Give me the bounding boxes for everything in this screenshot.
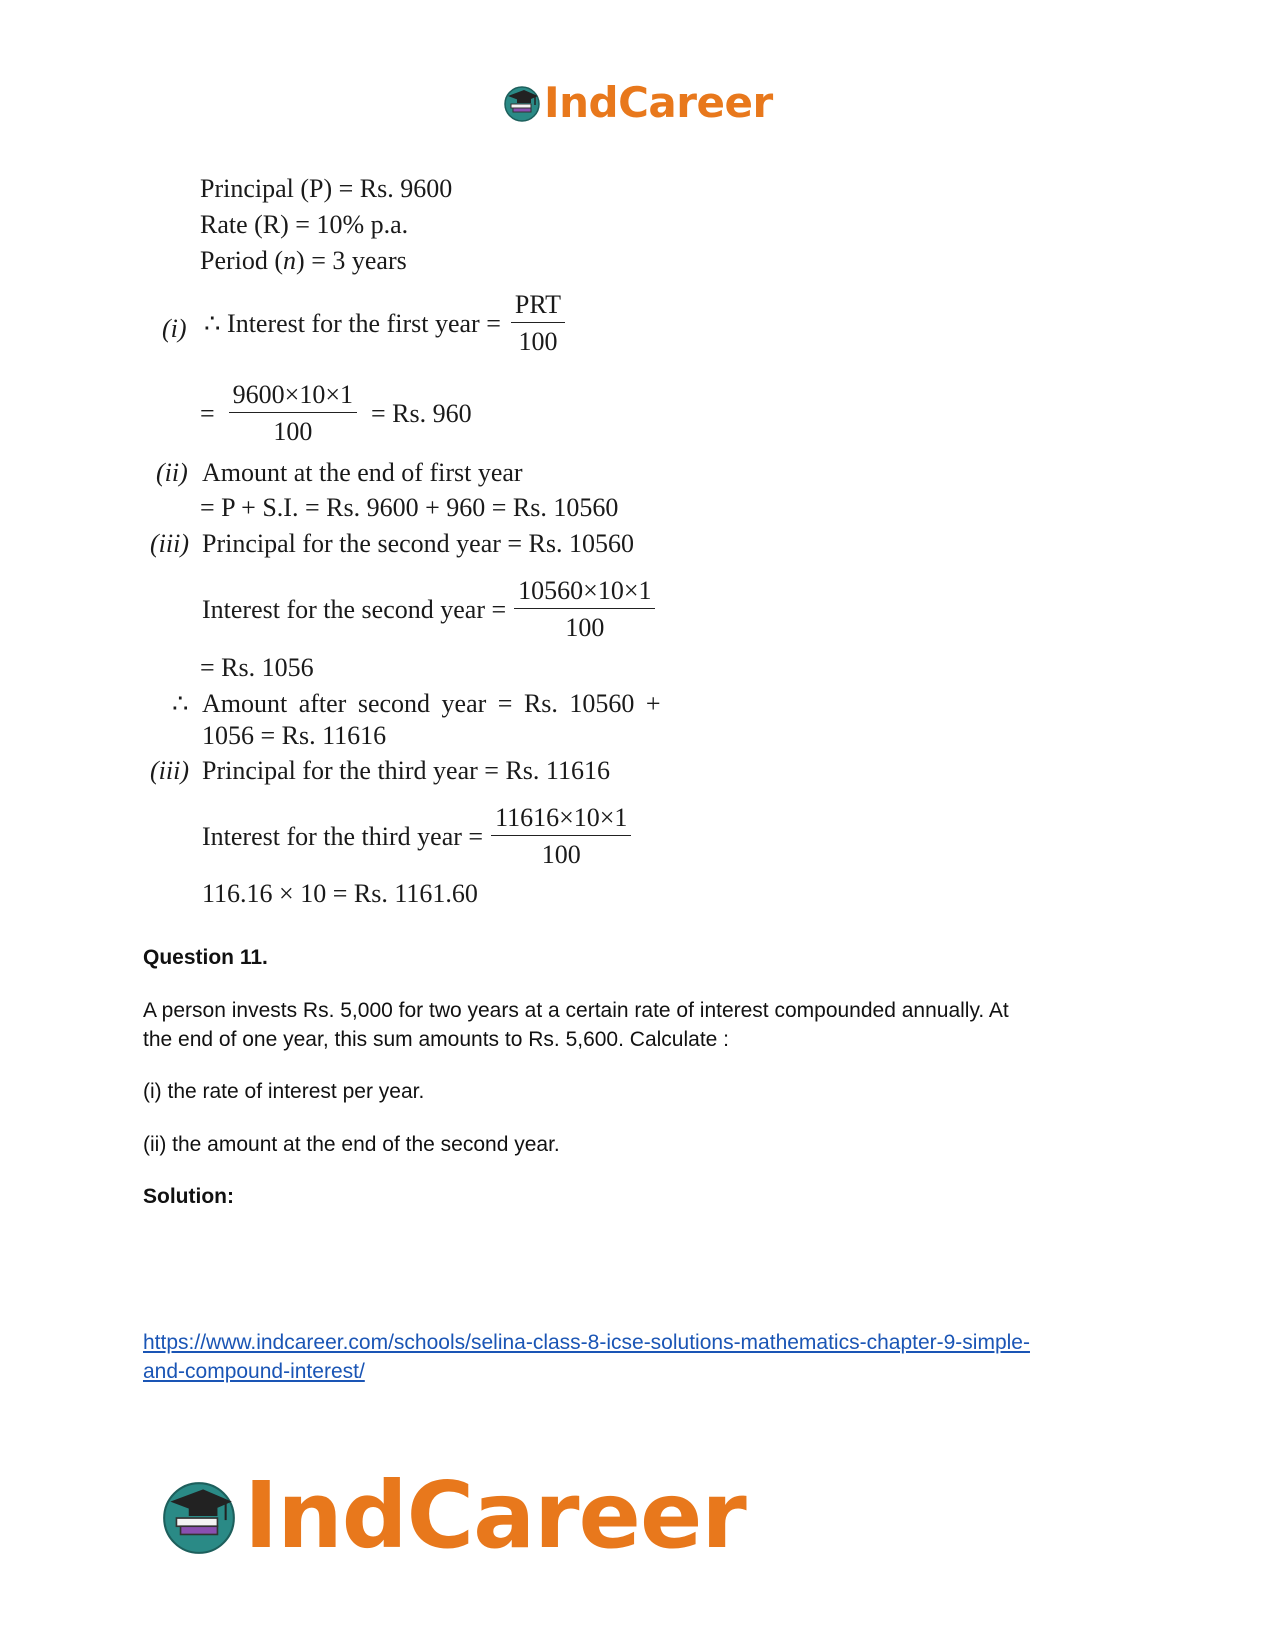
solution-label: Solution: xyxy=(143,1185,234,1208)
question-part-i: (i) the rate of interest per year. xyxy=(143,1080,425,1103)
part-iii-third-text: Principal for the third year = Rs. 11616 xyxy=(202,756,610,785)
prt-fraction: $\frac{\text{PRT}}{100}$ xyxy=(511,292,565,355)
therefore-symbol: ∴ xyxy=(172,689,189,718)
amount-second-year-line1: Amount after second year = Rs. 10560 + xyxy=(202,689,661,718)
third-year-fraction: $\frac{11616\times 10\times 1}{100}$ xyxy=(491,805,631,868)
first-year-interest-formula: ∴ Interest for the first year = $\frac{\text{PRT}}{100}$ xyxy=(204,292,565,355)
part-i-label: (i) xyxy=(162,314,187,343)
third-year-interest: Interest for the third year = $\frac{11616\times 10\times 1}{100}$ xyxy=(202,805,631,868)
second-year-interest-result: = Rs. 1056 xyxy=(200,653,314,682)
question-text-line1: A person invests Rs. 5,000 for two years at a certain rate of interest compounded annually. At xyxy=(143,999,1009,1022)
first-year-fraction: $\frac{9600\times 10\times 1}{100}$ xyxy=(229,382,357,445)
period-line: Period (n) = 3 years xyxy=(200,246,407,275)
part-ii-label: (ii) xyxy=(156,458,188,487)
question-heading: Question 11. xyxy=(143,946,268,969)
source-link-line1[interactable]: https://www.indcareer.com/schools/selina-class-8-icse-solutions-mathematics-chapter-9-simple- xyxy=(143,1331,1030,1354)
source-link-line2[interactable]: and-compound-interest/ xyxy=(143,1360,365,1383)
part-ii-text: Amount at the end of first year xyxy=(202,458,523,487)
part-iii-text: Principal for the second year = Rs. 10560 xyxy=(202,529,635,558)
part-ii-amount: = P + S.I. = Rs. 9600 + 960 = Rs. 10560 xyxy=(200,493,619,522)
rate-line: Rate (R) = 10% p.a. xyxy=(200,210,409,239)
part-iii-third-label: (iii) xyxy=(150,756,189,785)
second-year-fraction: $\frac{10560\times 10\times 1}{100}$ xyxy=(514,578,655,641)
graduation-cap-icon xyxy=(502,83,542,123)
second-year-interest: Interest for the second year = $\frac{10560\times 10\times 1}{100}$ xyxy=(202,578,655,641)
graduation-cap-icon xyxy=(158,1475,240,1557)
first-year-interest-calc: = $\frac{9600\times 10\times 1}{100}$ = Rs. 960 xyxy=(200,380,472,446)
header-logo xyxy=(502,78,773,127)
part-iii-label: (iii) xyxy=(150,529,189,558)
amount-second-year-line2: 1056 = Rs. 11616 xyxy=(202,721,387,750)
brand-logo-text: IndCareer xyxy=(244,1462,746,1569)
footer-logo xyxy=(158,1462,746,1569)
principal-line: Principal (P) = Rs. 9600 xyxy=(200,174,453,203)
question-text-line2: the end of one year, this sum amounts to Rs. 5,600. Calculate : xyxy=(143,1028,730,1051)
brand-logo-text: IndCareer xyxy=(544,78,773,127)
question-part-ii: (ii) the amount at the end of the second year. xyxy=(143,1133,560,1156)
third-year-result: 116.16 × 10 = Rs. 1161.60 xyxy=(202,879,478,908)
